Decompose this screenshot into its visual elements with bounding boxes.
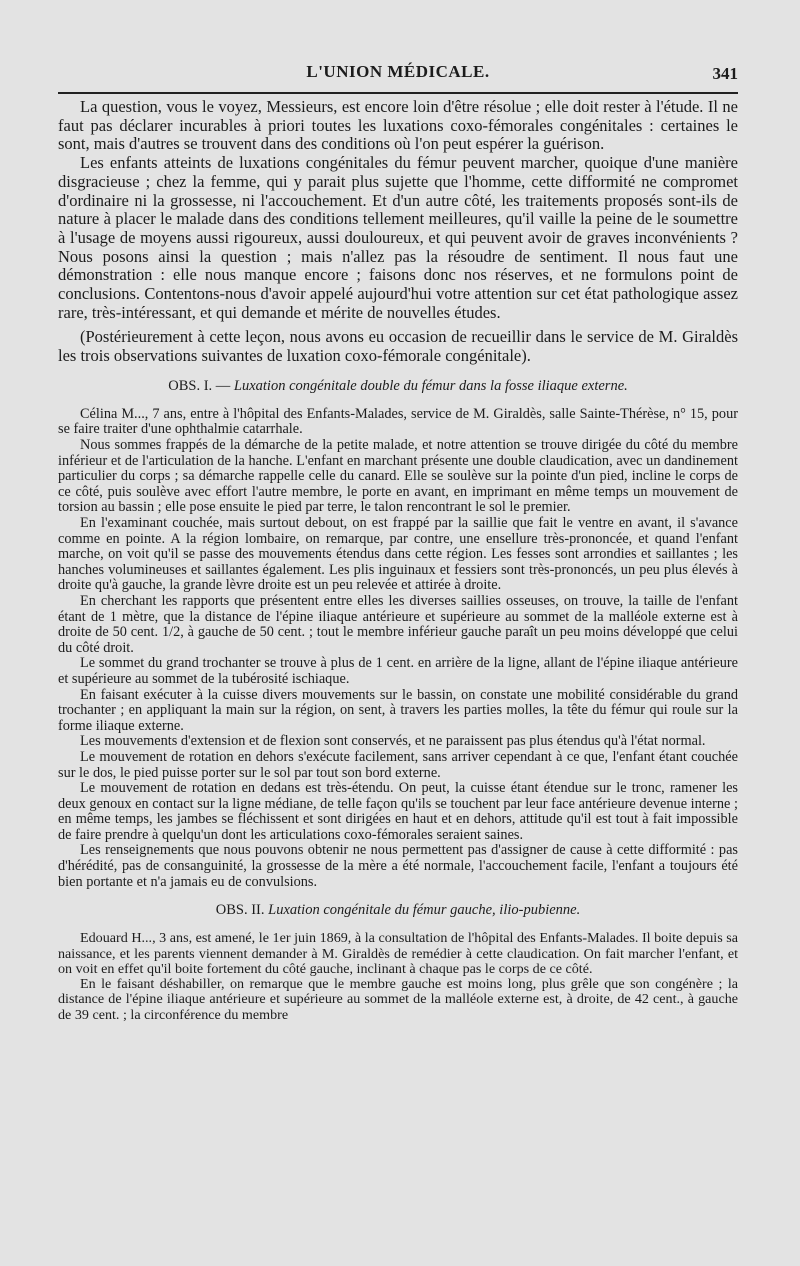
paragraph-2: Les enfants atteints de luxations congénitales du fémur peuvent marcher, quoique d'une manière disgracieuse ; chez la femme, qui y parait plus sujette que l'homme, cette difformité ne compromet d'ordinaire ni la grossesse, ni l'accouchement. Et d'un autre côté, les traitements proposés sont-ils de nature à placer le malade dans des conditions tellement meilleures, qu'il vaille la peine de le soumettre à l'usage de moyens aussi rigoureux, aussi douloureux, et qui peuvent avoir de graves inconvénients ? Nous posons ainsi la question ; mais n'allez pas la résoudre de sentiment. Il nous faut une démonstration : elle nous manque encore ; faisons donc nos réserves, et ne formulons point de conclusions. Contentons-nous d'avoir appelé aujourd'hui votre attention sur cet état pathologique assez rare, très-intéressant, et qui demande et mérite de nouvelles études. — [58, 153, 738, 322]
paragraph-1: La question, vous le voyez, Messieurs, est encore loin d'être résolue ; elle doit rester à l'étude. Il ne faut pas déclarer incurables à priori toutes les luxations coxo-fémorales congénitales : certaines le sont, mais d'autres se trouvent dans des conditions où l'on peut espérer la guérison. — [58, 98, 738, 154]
obs1-paragraph: Célina M..., 7 ans, entre à l'hôpital des Enfants-Malades, service de M. Giraldès, salle Sainte-Thérèse, n° 15, pour se faire traiter d'une ophthalmie catarrhale. — [58, 405, 738, 438]
obs2-paragraph: En le faisant déshabiller, on remarque que le membre gauche est moins long, plus grêle que son congénère ; la distance de l'épine iliaque antérieure et supérieure au sommet de la malléole externe est, à droite, de 42 cent., à gauche de 39 cent. ; la circonférence du membre — [58, 976, 738, 1023]
obs1-paragraph: En faisant exécuter à la cuisse divers mouvements sur le bassin, on constate une mobilité considérable du grand trochanter ; en appliquant la main sur la région, on sent, à travers les parties molles, la tête du fémur qui roule sur la forme iliaque externe. — [58, 686, 738, 734]
obs1-paragraph: Nous sommes frappés de la démarche de la petite malade, et notre attention se trouve dirigée du côté du membre inférieur et de l'articulation de la hanche. L'enfant en marchant présente une double claudication, avec un dandinement particulier du corps ; sa démarche rappelle celle du canard. Elle se soulève sur la pointe d'un pied, incline le corps de ce côté, puis soulève avec effort l'autre membre, le porte en avant, en imprimant en même temps un mouvement de torsion au bassin ; elle pose ensuite le pied par terre, le talon rencontrant le sol le premier. — [58, 437, 738, 516]
obs1-paragraph: En l'examinant couchée, mais surtout debout, on est frappé par la saillie que fait le ventre en avant, il s'avance comme en pointe. A la région lombaire, on remarque, par contre, une ensellure très-prononcée, et quand l'enfant marche, on voit qu'il se passe des mouvements étendus dans cette région. Les fesses sont arrondies et saillantes ; les hanches volumineuses et saillantes également. Les plis inguinaux et fessiers sont très-prononcés, un peu plus élevés à droite qu'à gauche, la grande lèvre droite est un peu relevée et attirée à droite. — [58, 515, 738, 594]
obs2-heading — [58, 901, 738, 919]
page-body — [58, 98, 738, 1256]
obs1-heading — [58, 377, 738, 395]
obs1-paragraph: Les renseignements que nous pouvons obtenir ne nous permettent pas d'assigner de cause à cette difformité : pas d'hérédité, pas de consanguinité, la grossesse de la mère a été normale, l'accouchement facile, l'enfant a toujours été bien portante et n'a jamais eu de convulsions. — [58, 842, 738, 890]
obs1-label: OBS. I. — — [168, 377, 231, 394]
obs1-paragraph: En cherchant les rapports que présentent entre elles les diverses saillies osseuses, on trouve, la taille de l'enfant étant de 1 mètre, que la distance de l'épine iliaque antérieure et supérieure au sommet de la malléole externe est à droite de 50 cent. 1/2, à gauche de 50 cent. ; tout le membre inférieur gauche paraît un peu moins développé que celui du côté droit. — [58, 592, 738, 656]
obs2-title: Luxation congénitale du fémur gauche, ilio-pubienne. — [268, 902, 581, 919]
page-number: 341 — [712, 64, 738, 83]
obs2-paragraph: Edouard H..., 3 ans, est amené, le 1er juin 1869, à la consultation de l'hôpital des Enfants-Malades. Il boite depuis sa naissance, et les parents viennent demander à M. Giraldès de remédier à cette claudication. On fait marcher l'enfant, et on voit en effet qu'il boite fortement du côté gauche, inclinant à chaque pas le corps de ce côté. — [58, 930, 738, 977]
obs1-paragraph: Le sommet du grand trochanter se trouve à plus de 1 cent. en arrière de la ligne, allant de l'épine iliaque antérieure et supérieure au sommet de la tubérosité ischiaque. — [58, 655, 738, 687]
journal-title: L'UNION MÉDICALE. — [306, 62, 490, 81]
header-rule — [58, 92, 738, 94]
obs1-paragraph: Le mouvement de rotation en dehors s'exécute facilement, sans arriver cependant à ce que, l'enfant étant couchée sur le dos, le pied puisse porter sur le sol par tout son bord externe. — [58, 748, 738, 781]
obs1-title: Luxation congénitale double du fémur dans la fosse iliaque externe. — [233, 377, 628, 394]
obs2-label: OBS. II. — [215, 902, 265, 919]
running-header — [58, 62, 738, 88]
obs1-paragraph: Le mouvement de rotation en dedans est très-étendu. On peut, la cuisse étant étendue sur le tronc, ramener les deux genoux en contact sur la ligne médiane, de telle façon qu'ils se touchent par leur face antérieure devenue interne ; en même temps, les jambes se fléchissent et sont dirigées en haut et en dehors, attitude qu'il est tout à fait impossible de faire prendre à quelqu'un dont les articulations coxo-fémorales seraient saines. — [58, 780, 738, 843]
paragraph-3: (Postérieurement à cette leçon, nous avons eu occasion de recueillir dans le service de M. Giraldès les trois observations suivantes de luxation coxo-fémorale congénitale). — [58, 327, 738, 366]
obs1-paragraph: Les mouvements d'extension et de flexion sont conservés, et ne paraissent pas plus étendus qu'à l'état normal. — [80, 733, 706, 750]
